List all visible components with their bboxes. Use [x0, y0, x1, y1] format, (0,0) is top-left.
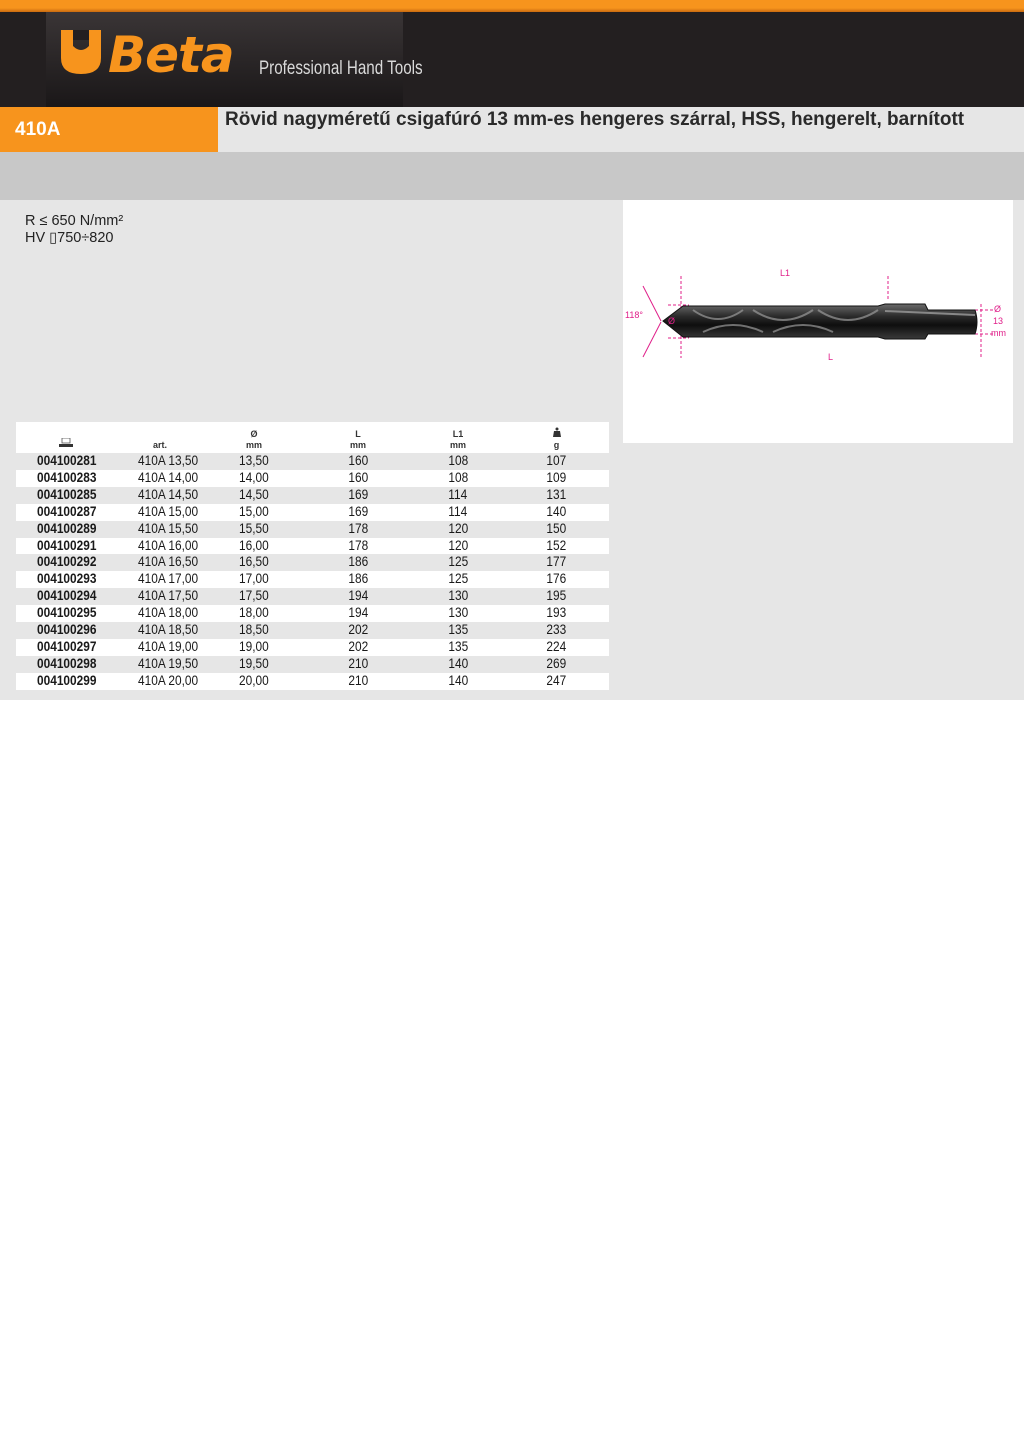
cell-diameter: 17,50 — [204, 588, 304, 605]
cell-code: 004100295 — [16, 605, 116, 622]
cell-code: 004100291 — [16, 538, 116, 555]
cell-flute-length: 135 — [412, 639, 504, 656]
cell-code: 004100299 — [16, 673, 116, 690]
cell-code: 004100298 — [16, 656, 116, 673]
cell-weight: 140 — [504, 504, 609, 521]
cell-diameter: 14,00 — [204, 470, 304, 487]
cell-diameter: 18,50 — [204, 622, 304, 639]
cell-diameter: 15,00 — [204, 504, 304, 521]
diagram-l1-label: L1 — [780, 268, 791, 278]
diagram-diameter-label: Ø — [668, 316, 676, 326]
cell-article: 410A 18,00 — [116, 605, 204, 622]
cell-flute-length: 114 — [412, 504, 504, 521]
cell-length: 202 — [304, 622, 412, 639]
cell-code: 004100281 — [16, 453, 116, 470]
diagram-angle-label: 118° — [625, 310, 643, 320]
cell-diameter: 19,00 — [204, 639, 304, 656]
spec-strength: R ≤ 650 N/mm² — [25, 213, 124, 229]
cell-length: 178 — [304, 538, 412, 555]
cell-length: 186 — [304, 571, 412, 588]
cell-length: 202 — [304, 639, 412, 656]
col-header-flute-length: L1 mm — [412, 422, 504, 453]
cell-length: 186 — [304, 554, 412, 571]
cell-length: 210 — [304, 656, 412, 673]
cell-article: 410A 15,50 — [116, 521, 204, 538]
cell-diameter: 14,50 — [204, 487, 304, 504]
product-table — [16, 422, 609, 690]
cell-article: 410A 19,00 — [116, 639, 204, 656]
cell-article: 410A 19,50 — [116, 656, 204, 673]
table-row — [16, 453, 609, 470]
table-row — [16, 656, 609, 673]
brand-name: Beta — [108, 26, 234, 84]
cell-weight: 247 — [504, 673, 609, 690]
cell-length: 178 — [304, 521, 412, 538]
cell-weight: 177 — [504, 554, 609, 571]
specs-block — [25, 213, 123, 247]
table-row — [16, 571, 609, 588]
table-row — [16, 673, 609, 690]
cell-diameter: 18,00 — [204, 605, 304, 622]
cell-weight: 107 — [504, 453, 609, 470]
cell-length: 160 — [304, 470, 412, 487]
cell-diameter: 15,50 — [204, 521, 304, 538]
cell-code: 004100289 — [16, 521, 116, 538]
grey-band — [0, 152, 1024, 200]
table-row — [16, 622, 609, 639]
cell-code: 004100287 — [16, 504, 116, 521]
col-header-weight: g — [504, 422, 609, 453]
cell-code: 004100292 — [16, 554, 116, 571]
cell-article: 410A 14,50 — [116, 487, 204, 504]
cell-flute-length: 140 — [412, 673, 504, 690]
table-row — [16, 521, 609, 538]
cell-flute-length: 125 — [412, 554, 504, 571]
cell-flute-length: 120 — [412, 538, 504, 555]
cell-flute-length: 108 — [412, 470, 504, 487]
cell-flute-length: 125 — [412, 571, 504, 588]
top-accent-stripe — [0, 0, 1024, 12]
barcode-icon — [59, 438, 73, 448]
cell-length: 160 — [304, 453, 412, 470]
diagram-l-label: L — [828, 352, 834, 362]
cell-article: 410A 16,00 — [116, 538, 204, 555]
brand-logo — [46, 12, 423, 107]
cell-flute-length: 140 — [412, 656, 504, 673]
wrench-logo-icon — [58, 28, 104, 76]
cell-code: 004100294 — [16, 588, 116, 605]
brand-header — [0, 12, 1024, 107]
table-row — [16, 588, 609, 605]
product-title: Rövid nagyméretű csigafúró 13 mm-es hengeres szárral, HSS, hengerelt, barnított — [225, 109, 965, 130]
table-row — [16, 504, 609, 521]
cell-diameter: 17,00 — [204, 571, 304, 588]
table-row — [16, 639, 609, 656]
cell-code: 004100283 — [16, 470, 116, 487]
cell-weight: 109 — [504, 470, 609, 487]
product-code-box — [0, 107, 218, 152]
product-code: 410A — [15, 119, 61, 140]
cell-weight: 193 — [504, 605, 609, 622]
cell-code: 004100293 — [16, 571, 116, 588]
table-row — [16, 605, 609, 622]
diagram-shank-dia-symbol: Ø — [994, 304, 1002, 314]
cell-diameter: 16,00 — [204, 538, 304, 555]
cell-code: 004100297 — [16, 639, 116, 656]
diagram-shank-dia-unit: mm — [991, 328, 1006, 338]
cell-length: 194 — [304, 588, 412, 605]
cell-flute-length: 130 — [412, 588, 504, 605]
cell-article: 410A 17,50 — [116, 588, 204, 605]
diagram-shank-dia-value: 13 — [993, 316, 1004, 326]
cell-code: 004100285 — [16, 487, 116, 504]
cell-article: 410A 13,50 — [116, 453, 204, 470]
cell-flute-length: 108 — [412, 453, 504, 470]
cell-diameter: 19,50 — [204, 656, 304, 673]
cell-weight: 131 — [504, 487, 609, 504]
cell-weight: 224 — [504, 639, 609, 656]
cell-article: 410A 16,50 — [116, 554, 204, 571]
drill-bit-diagram — [623, 200, 1013, 443]
cell-length: 194 — [304, 605, 412, 622]
cell-weight: 152 — [504, 538, 609, 555]
spec-hardness: HV ▯750÷820 — [25, 230, 114, 246]
cell-article: 410A 14,00 — [116, 470, 204, 487]
brand-tagline: Professional Hand Tools — [259, 58, 423, 79]
cell-diameter: 13,50 — [204, 453, 304, 470]
cell-diameter: 20,00 — [204, 673, 304, 690]
cell-weight: 269 — [504, 656, 609, 673]
cell-article: 410A 17,00 — [116, 571, 204, 588]
cell-weight: 150 — [504, 521, 609, 538]
cell-article: 410A 18,50 — [116, 622, 204, 639]
product-image — [623, 200, 1013, 443]
cell-diameter: 16,50 — [204, 554, 304, 571]
table-row — [16, 470, 609, 487]
cell-flute-length: 120 — [412, 521, 504, 538]
cell-code: 004100296 — [16, 622, 116, 639]
cell-weight: 176 — [504, 571, 609, 588]
col-header-length: L mm — [304, 422, 412, 453]
weight-icon — [553, 427, 561, 437]
cell-article: 410A 15,00 — [116, 504, 204, 521]
cell-flute-length: 130 — [412, 605, 504, 622]
table-row — [16, 487, 609, 504]
cell-weight: 195 — [504, 588, 609, 605]
col-header-diameter: Ø mm — [204, 422, 304, 453]
table-row — [16, 554, 609, 571]
cell-weight: 233 — [504, 622, 609, 639]
cell-length: 210 — [304, 673, 412, 690]
col-header-code — [16, 422, 116, 453]
cell-flute-length: 135 — [412, 622, 504, 639]
table-header-row — [16, 422, 609, 453]
cell-flute-length: 114 — [412, 487, 504, 504]
cell-article: 410A 20,00 — [116, 673, 204, 690]
cell-length: 169 — [304, 487, 412, 504]
table-row — [16, 538, 609, 555]
cell-length: 169 — [304, 504, 412, 521]
col-header-article: art. — [116, 422, 204, 453]
